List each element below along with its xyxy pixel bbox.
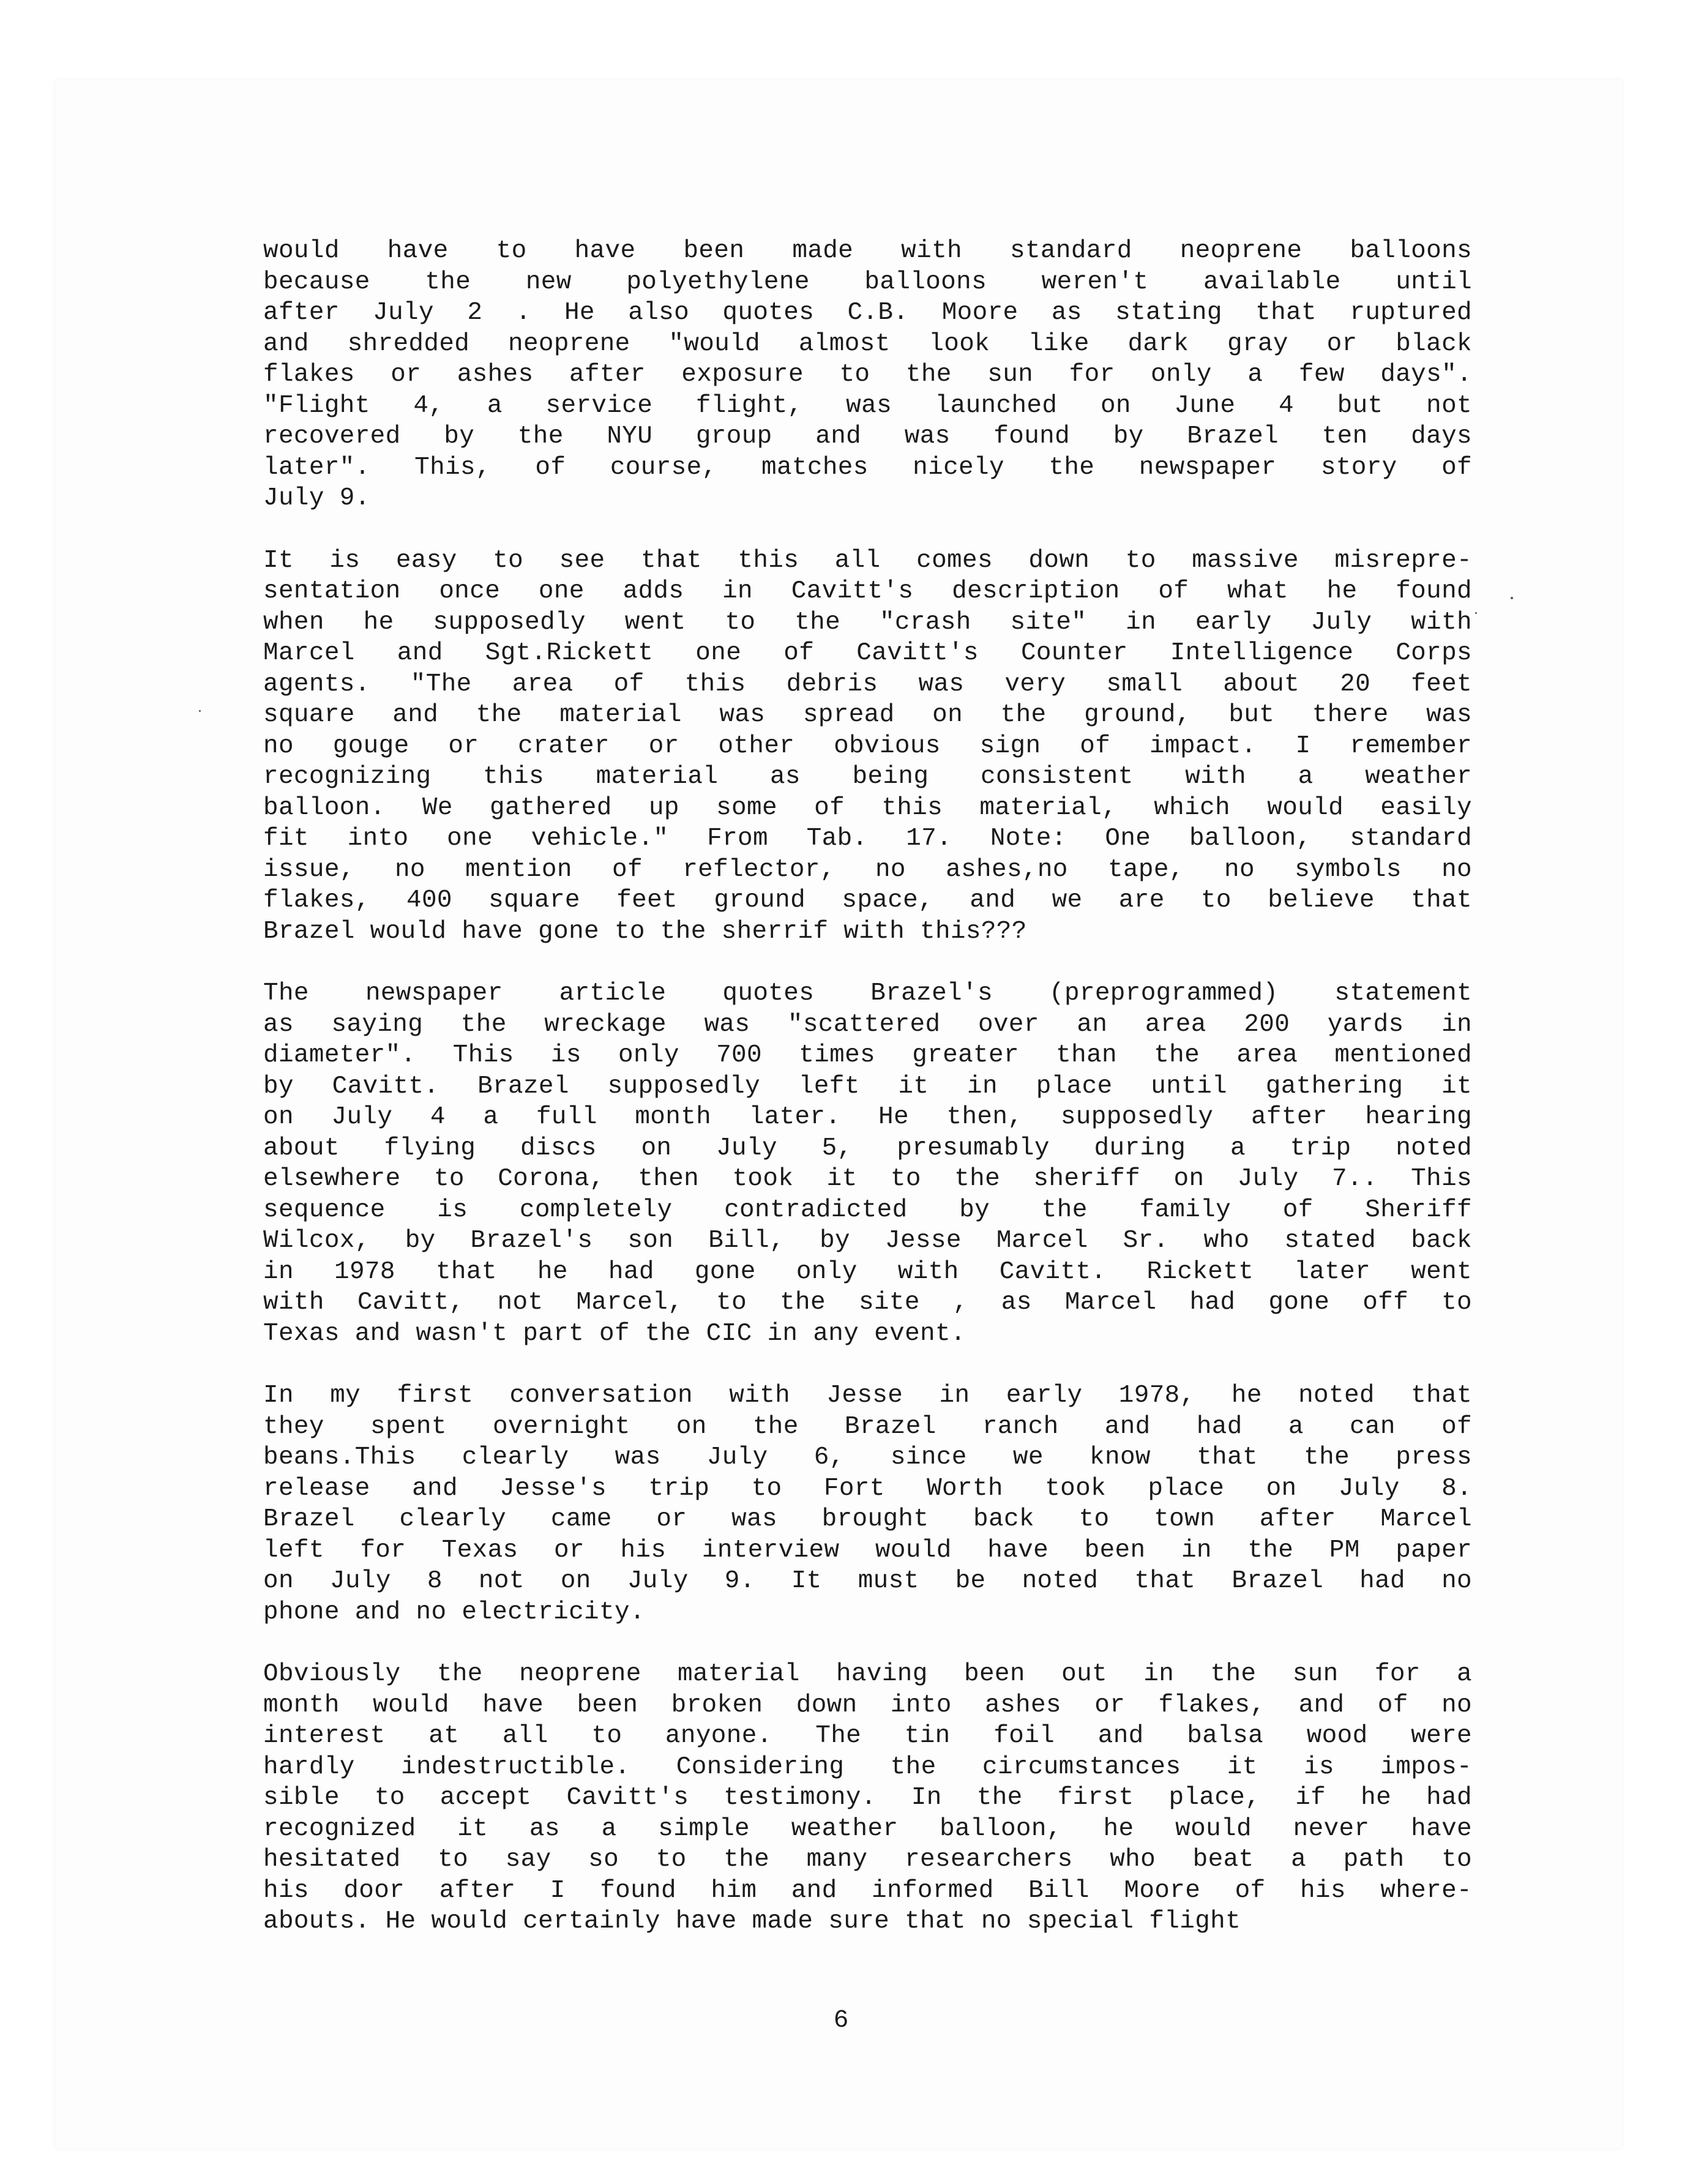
text-line: with Cavitt, not Marcel, to the site , as Marcel had gone off to xyxy=(263,1288,1472,1317)
paragraph-5 xyxy=(263,1659,1472,1937)
text-line: Wilcox, by Brazel's son Bill, by Jesse Marcel Sr. who stated back xyxy=(263,1227,1472,1255)
text-line: fit into one vehicle." From Tab. 17. Note: One balloon, standard xyxy=(263,825,1472,853)
text-line: would have to have been made with standard neoprene balloons xyxy=(263,237,1472,265)
paper-speck xyxy=(1511,597,1513,599)
paragraph-1 xyxy=(263,236,1472,514)
text-line: no gouge or crater or other obvious sign of impact. I remember xyxy=(263,731,1472,760)
body-text xyxy=(263,236,1472,1969)
text-line: release and Jesse's trip to Fort Worth took place on July 8. xyxy=(263,1474,1472,1503)
text-line: in 1978 that he had gone only with Cavitt. Rickett later went xyxy=(263,1257,1472,1286)
page-number: 6 xyxy=(833,2006,849,2035)
paragraph-3 xyxy=(263,978,1472,1349)
text-line: after July 2 . He also quotes C.B. Moore as stating that ruptured xyxy=(263,299,1472,327)
text-line: abouts. He would certainly have made sure that no special flight xyxy=(263,1907,1241,1935)
text-line: phone and no electricity. xyxy=(263,1598,645,1626)
text-line: diameter". This is only 700 times greater than the area mentioned xyxy=(263,1041,1472,1069)
text-line: sequence is completely contradicted by the family of Sheriff xyxy=(263,1195,1472,1224)
text-line: Obviously the neoprene material having been out in the sun for a xyxy=(263,1660,1472,1688)
text-line: beans.This clearly was July 6, since we know that the press xyxy=(263,1443,1472,1472)
paper-speck xyxy=(1475,612,1477,614)
text-line: as saying the wreckage was "scattered over an area 200 yards in xyxy=(263,1010,1472,1039)
text-line: It is easy to see that this all comes down to massive misrepre- xyxy=(263,546,1472,575)
text-line: hardly indestructible. Considering the circumstances it is impos- xyxy=(263,1752,1472,1781)
text-line: his door after I found him and informed Bill Moore of his where- xyxy=(263,1876,1472,1905)
text-line: on July 4 a full month later. He then, supposedly after hearing xyxy=(263,1103,1472,1131)
text-line: recognizing this material as being consistent with a weather xyxy=(263,763,1472,791)
text-line: when he supposedly went to the "crash site" in early July with xyxy=(263,608,1472,637)
text-line: "Flight 4, a service flight, was launched on June 4 but not xyxy=(263,391,1472,420)
paragraph-2 xyxy=(263,545,1472,948)
paragraph-4 xyxy=(263,1380,1472,1628)
text-line: elsewhere to Corona, then took it to the sheriff on July 7.. This xyxy=(263,1165,1472,1193)
text-line: flakes or ashes after exposure to the sun for only a few days". xyxy=(263,361,1472,389)
text-line: by Cavitt. Brazel supposedly left it in place until gathering it xyxy=(263,1072,1472,1101)
text-line: Brazel clearly came or was brought back to town after Marcel xyxy=(263,1505,1472,1533)
text-line: later". This, of course, matches nicely the newspaper story of xyxy=(263,453,1472,482)
text-line: they spent overnight on the Brazel ranch and had a can of xyxy=(263,1412,1472,1441)
paper-speck xyxy=(199,710,201,712)
text-line: because the new polyethylene balloons weren't available until xyxy=(263,267,1472,296)
text-line: The newspaper article quotes Brazel's (preprogrammed) statement xyxy=(263,979,1472,1008)
text-line: recovered by the NYU group and was found by Brazel ten days xyxy=(263,422,1472,451)
text-line: about flying discs on July 5, presumably during a trip noted xyxy=(263,1134,1472,1162)
text-line: recognized it as a simple weather balloon, he would never have xyxy=(263,1814,1472,1843)
text-line: In my first conversation with Jesse in early 1978, he noted that xyxy=(263,1382,1472,1410)
text-line: on July 8 not on July 9. It must be noted that Brazel had no xyxy=(263,1567,1472,1595)
text-line: agents. "The area of this debris was very small about 20 feet xyxy=(263,670,1472,698)
text-line: square and the material was spread on the ground, but there was xyxy=(263,701,1472,729)
text-line: Texas and wasn't part of the CIC in any event. xyxy=(263,1319,966,1348)
text-line: balloon. We gathered up some of this material, which would easily xyxy=(263,793,1472,822)
text-line: July 9. xyxy=(263,484,370,512)
text-line: sentation once one adds in Cavitt's description of what he found xyxy=(263,577,1472,605)
text-line: and shredded neoprene "would almost look like dark gray or black xyxy=(263,329,1472,358)
text-line: month would have been broken down into ashes or flakes, and of no xyxy=(263,1691,1472,1719)
text-line: Marcel and Sgt.Rickett one of Cavitt's Counter Intelligence Corps xyxy=(263,639,1472,667)
text-line: flakes, 400 square feet ground space, and we are to believe that xyxy=(263,886,1472,914)
text-line: Brazel would have gone to the sherrif with this??? xyxy=(263,917,1027,946)
text-line: hesitated to say so to the many researchers who beat a path to xyxy=(263,1846,1472,1874)
text-line: left for Texas or his interview would have been in the PM paper xyxy=(263,1536,1472,1565)
text-line: interest at all to anyone. The tin foil and balsa wood were xyxy=(263,1722,1472,1750)
text-line: sible to accept Cavitt's testimony. In the first place, if he had xyxy=(263,1784,1472,1812)
text-line: issue, no mention of reflector, no ashes,no tape, no symbols no xyxy=(263,855,1472,884)
